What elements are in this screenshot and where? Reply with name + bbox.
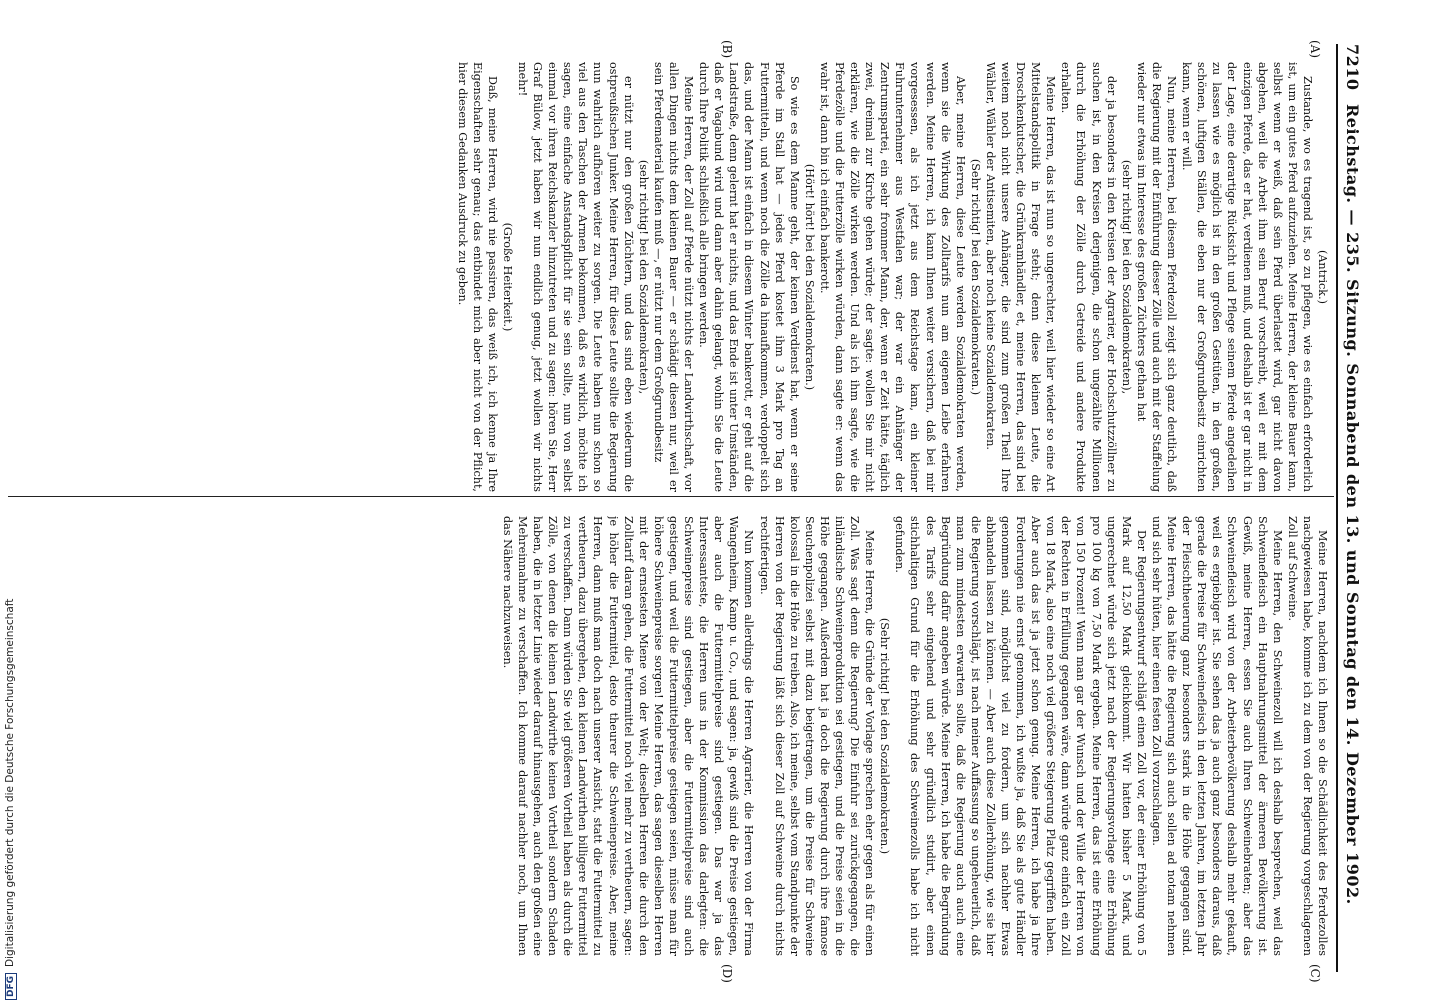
- page-number: 7210: [1343, 44, 1362, 91]
- margin-letter-b: (B): [720, 40, 734, 59]
- margin-letter-c: (C): [1308, 964, 1322, 983]
- paragraph: Meine Herren, nachdem ich Ihnen so die Schädlichkeit des Pferdezolles nachgewiesen habe, komme ich zu dem von der Regierung vorgeschlagenen Zoll auf Schweine.: [1285, 516, 1329, 956]
- interjection: (Große Heiterkeit.): [500, 222, 514, 332]
- paragraph: Meine Herren, der Zoll auf Pferde nützt nichts der Landwirthschaft, vor allen Dingen nichts dem kleinen Bauer — er schädigt diesen nur, weil er sein Pferdematerial kaufen muß —, er nützt nur dem Großgrundbesitz: [651, 62, 696, 492]
- column-divider: [8, 496, 1334, 497]
- right-text-column: [10, 516, 1330, 956]
- dfg-logo-icon: DFG: [5, 973, 17, 1000]
- margin-letter-a: (A): [1308, 40, 1322, 59]
- paragraph: er nützt nur den großen Züchtern, und das sind eben wiederum die ostpreußischen Junker. Meine Herren, für diese Leute sollte die Regierung nun wahrlich aufhören weiter zu sorgen. Die Leute haben nun schon so viel aus den Taschen der Armen bekommen, daß es wirklich, möchte ich sagen, eine einfache Anstandspflicht für sie sein sollte, nun von selbst einmal vor ihren Reichskanzler hinzutreten und zu sagen: hören Sie, Herr Graf Bülow, jetzt haben wir nun endlich genug, jetzt wollen wir nichts mehr!: [516, 62, 635, 492]
- interjection: (sehr richtig! bei den Sozialdemokraten),: [636, 159, 650, 395]
- paragraph: Aber, meine Herren, diese Leute werden Sozialdemokraten werden, wenn sie die Wirkung des Zolltarifs nun am eigenen Leibe erfahren werden. Meine Herren, ich kann Ihnen weiter versichern, daß bei mir vorgesessen, als ich jetzt aus dem Reichstage kam, ein kleiner Fuhrunternehmer aus Westfalen war; der war ein Anhänger der Zentrumspartei, ein sehr frommer Mann, der, wenn er Zeit hätte, täglich zwei, dreimal zur Kirche gehen würde; der sagte: wollen Sie mir nicht erklären, wie die Zölle wirken werden. Und als ich ihm sagte, wie die Pferdezölle und die Futterzölle wirken würden, dann sagte er: wenn das wahr ist, dann bin ich einfach bankerott.: [817, 62, 967, 492]
- paragraph: Zustande, wo es tragend ist, so zu pflegen, wie es einfach erforderlich ist, um ein gutes Pferd aufzuziehen. Meine Herren, der kleine Bauer kann, selbst wenn er weiß, daß sein Pferd überlastet wird, gar nicht davon abgehen, weil die Arbeit ihm sein Beruf vorschreibt, weil er mit dem einzigen Pferde, das er hat, verdienen muß, und deshalb ist er gar nicht in der Lage, eine derartige Rücksicht und Pflege seinem Pferde angedeihen zu lassen wie es möglich ist in den großen Gestüten, in den großen, schönen, luftigen Ställen, die eben nur der Großgrundbesitz einrichten kann, wenn er will.: [1180, 62, 1314, 492]
- paragraph: Meine Herren, das ist nun so ungerechter, weil hier wieder so eine Art Mittelstandspolitik in Frage steht; denn diese kleinen Leute, die Droschkenkutscher, die Grünkramhändler, et, meine Herren, das sind bei weitem noch nicht unsere Anhänger, die sind zum großen Theil Ihre Wähler, Wähler der Antisemiten, aber noch keine Sozialdemokraten.: [983, 62, 1058, 492]
- paragraph: Der Regierungsentwurf schlägt einen Zoll vor, der einer Erhöhung von 5 Mark auf 12,50 Mark gleichkommt. Wir hatten bisher 5 Mark, und ungerechnet würde sich jetzt nach der Regierungsvorlage eine Erhöhung pro 100 kg von 7,50 Mark ergeben. Meine Herren, das ist eine Erhöhung von 150 Prozent! Wenn man gar der Wunsch und der Wille der Herren von der Rechten in Erfüllung gegangen wäre, dann würde ganz einfach ein Zoll von 18 Mark, also eine noch viel größere Steigerung Platz gegriffen haben. Aber auch das ist ja jetzt schon genug. Meine Herren, ich habe ja Ihre Forderungen nie ernst genommen, ich wußte ja, daß Sie als gute Händler genommen sind, möglichst viel zu fordern, um sich nachher Etwas abhandeln lassen zu können. — Aber auch diese Zollerhöhung, wie sie hier die Regierung vorschlägt, ist nach meiner Auffassung so ungeheuerlich, daß man zum mindesten erwarten sollte, daß die Regierung auch auch eine Begründung dafür angeben würde. Meine Herren, ich habe die Begründung des Tarifs sehr eingehend und sehr gründlich studirt, aber einen stichhaltigen Grund für die Erhöhung des Schweinezolls habe ich nicht gefunden.: [893, 516, 1148, 956]
- paragraph: Nun kommen allerdings die Herren Agrarier, die Herren von der Firma Wangenheim, Kamp u. Co., und sagen: ja, gewiß sind die Preise gestiegen, aber auch die Futtermittelpreise sind gestiegen. Das war ja das Interessanteste, die Herren uns in der Kommission das darlegten: die Schweinepreise sind gestiegen, aber die Futtermittelpreise sind auch gestiegen, und weil die Futtermittelpreise gestiegen seien, müsse man für höhere Schweinepreise sorgen! Meine Herren, das sagen dieselben Herren mit der ernstesten Miene von der Welt; dieselben Herren die durch den Zolltarif daran gehen, die Futtermittel noch viel mehr zu vertheuern, sagen: je höher die Futtermittel, desto theurer die Schweinepreise. Aber, meine Herren, dann muß man doch nach unserer Ansicht, statt die Futtermittel zu vertheuern, dazu übergehen, den kleinen Landwirthen billigere Futtermittel zu verschaffen. Dann würden Sie viel größeren Vortheil haben als durch die Zölle, von denen die kleinen Landwirthe keinen Vortheil sondern Schaden haben, die in letzter Linie wieder darauf hinausgehen, auch den großen eine Mehreinnahme zu verschaffen. Ich komme darauf nachher noch, um Ihnen das Nähere nachzuweisen.: [500, 516, 756, 956]
- digitization-footer: [4, 0, 17, 1000]
- paragraph: Meine Herren, die Gründe der Vorlage sprechen eher gegen als für einen Zoll. Was sagt denn die Regierung? Die Einfuhr sei zurückgegangen, die inländische Schweineproduktion sei gestiegen, und die Preise seien in die Höhe gegangen. Außerdem hat ja doch die Regierung durch ihre famose Seuchenpolizei selbst mit dazu beigetragen, um die Preise für Schweine kolossal in die Höhe zu treiben. Also, ich meine, selbst vom Standpunkte der Herren von der Regierung läßt sich dieser Zoll auf Schweine durch nichts rechtfertigen.: [757, 516, 877, 956]
- interjection: (sehr richtig! bei den Sozialdemokraten),: [1119, 159, 1133, 395]
- header-rule: [1336, 44, 1338, 972]
- paragraph: So wie es dem Manne geht, der keinen Verdienst hat, wenn er seine Pferde im Stall hat — jedes Pferd kostet ihm 3 Mark pro Tag an Futtermitteln, und wenn noch die Zölle da hinaufkommen, verdoppelt sich das, und der Mann ist einfach in diesem Winter bankerott, er geht auf die Landstraße, denn gelernt hat er nichts, und das Ende ist unter Umständen, daß er Vagabund wird und dann aber dahin gelangt, wohin Sie die Leute durch Ihre Politik schließlich alle bringen werden.: [697, 62, 801, 492]
- paragraph: Nun, meine Herren, bei diesem Pferdezoll zeigt sich ganz deutlich, daß die Regierung mit der Einführung dieser Zölle und auch mit der Staffelung wieder nur etwas im Interesse des großen Züchters gethan hat: [1134, 62, 1179, 492]
- page-header: [1338, 44, 1364, 972]
- speaker-name: (Antrick.): [1316, 249, 1329, 305]
- paragraph: der ja besonders in den Kreisen der Agrarier, der Hochschutzzöllner zu suchen ist, in den Kreisen derjenigen, die schon ungezählte Millionen durch die Erhöhung der Zölle durch Getreide und andere Produkte erhalten.: [1059, 62, 1118, 492]
- margin-letter-d: (D): [720, 964, 734, 983]
- header-title: Reichstag. — 235. Sitzung. Sonnabend den 13. und Sonntag den 14. Dezember 1902.: [1343, 104, 1362, 905]
- digitization-note-text: Digitalisierung gefördert durch die Deutsche Forschungsgemeinschaft: [4, 598, 16, 967]
- interjection: (Sehr richtig! bei den Sozialdemokraten.): [878, 617, 892, 855]
- paragraph: Meine Herren, den Schweinezoll will ich deshalb besprechen, weil das Schweinefleisch ein Hauptnahrungsmittel der ärmeren Bevölkerung ist. Gewiß, meine Herren, essen Sie auch Ihren Schweinebraten; aber das Schweinefleisch wird von der Arbeiterbevölkerung deshalb mehr gekauft, weil es ergiebiger ist. Sie sehen das ja auch ganz besonders daraus, daß gerade die Preise für Schweinefleisch in den letzten Jahren, im letzten Jahr der Fleischtheuerung ganz besonders stark in die Höhe gegangen sind. Meine Herren, das hätte die Regierung sich auch sollen ad notam nehmen und sich sehr hüten, hier einen festen Zoll vorzuschlagen.: [1149, 516, 1284, 956]
- paragraph: Daß, meine Herren, wird nie passiren, das weiß ich, ich kenne ja Ihre Eigenschaften sehr genau; das entbindet mich aber nicht von der Pflicht, hier diesem Gedanken Ausdruck zu geben.: [455, 62, 499, 492]
- interjection: (Sehr richtig! bei den Sozialdemokraten.): [968, 158, 982, 396]
- interjection: (Hört! hört! bei den Sozialdemokraten.): [802, 163, 816, 391]
- left-text-column: [10, 62, 1330, 492]
